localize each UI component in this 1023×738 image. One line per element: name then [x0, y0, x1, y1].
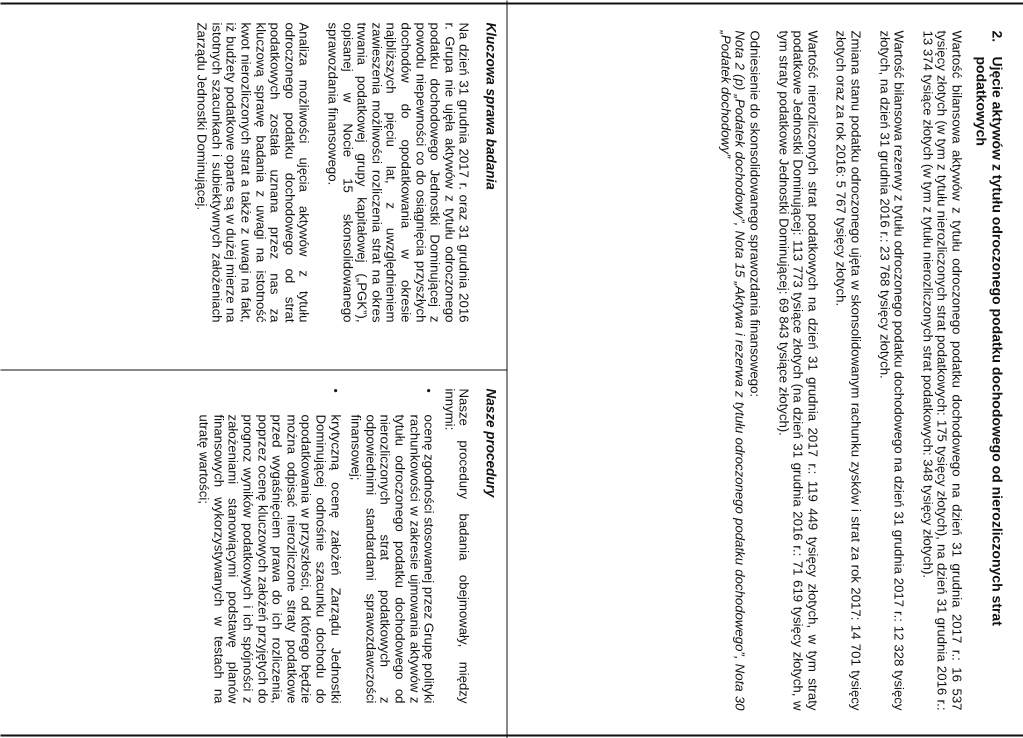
table-column-divider: [0, 369, 507, 370]
reference-label: Odniesienie do skonsolidowanego sprawozdania finansowego:: [747, 30, 763, 397]
paragraph-unsettled-tax-losses: Wartość nierozliczonych strat podatkowych na dzień 31 grudnia 2017 r.: 119 449 tysięcy złotych, w tym straty podatkowe Jednostki Dominującej: 113 773 tysiące złotych (na dzień 31 grudnia 2016 r.: 71 619 tysięcy złotych, w tym straty podatkowe Jednostki Dominującej: 69 843 tysiące złotych).: [775, 30, 820, 710]
our-procedures-title: Nasze procedury: [483, 388, 498, 497]
section-body: [703, 30, 1005, 710]
our-procedures-column: [190, 388, 503, 703]
section-number: 2.: [989, 30, 1005, 42]
key-audit-matter-column: [180, 22, 503, 322]
list-item: [196, 388, 342, 703]
paragraph-deferred-tax-change: Zmiana stanu podatku odroczonego ujęta w skonsolidowanym rachunku zysków i strat za rok 2017: 14 701 tysięcy złotych oraz za rok 2016: 5 767 tysięcy złotych.: [833, 30, 864, 710]
our-procedures-intro: Nasze procedury badania obejmowały, między innymi:: [441, 388, 472, 703]
page-border-left: [0, 2, 1023, 4]
key-audit-matter-title: Kluczowa sprawa badania: [483, 22, 498, 190]
bullet-icon: •: [327, 388, 342, 393]
key-audit-matter-paragraph: Analiza możliwości ujęcia aktywów z tytułu odroczonego podatku dochodowego od strat podatkowych została uznana przez nas za kluczową sprawę badania z uwagi na istotność kwot nierozliczonych strat a także z uwagi na fakt, iż budżety podatkowe oparte są w dużej mierze na istotnych szacunkach i subiektywnych założeniach Zarządu Jednostki Dominującej.: [194, 22, 312, 322]
section-heading: [973, 30, 1005, 710]
section-title: Ujęcie aktywów z tytułu odroczonego podatku dochodowego od nierozliczonych strat podatkowych: [973, 56, 1005, 626]
key-audit-matter-paragraph: Na dzień 31 grudnia 2017 r. oraz 31 grudnia 2016 r. Grupa nie ujęła aktywów z tytułu odroczonego podatku dochodowego Jednostki Dominującej z powodu niepewności co do osiągnięcia przyszłych dochodów do opodatkowania w okresie najbliższych pięciu lat, z uwzględnieniem zawieszenia możliwości rozliczenia strat na okres trwania podatkowej grupy kapitałowej („PGK”), opisanej w Nocie 15 skonsolidowanego sprawozdania finansowego.: [325, 22, 472, 322]
bullet-icon: •: [421, 388, 436, 393]
page-border-right: [0, 734, 1023, 736]
list-item: [348, 388, 436, 703]
procedure-text: krytyczną ocenę założeń Zarządu Jednostki Dominującej odnośnie szacunku dochodu do opodatkowania w przyszłości, od którego będzie można odpisać nierozliczone straty podatkowe przed wygaśnięciem prawa do ich rozliczenia, poprzez ocenę kluczowych założeń przyjętych do prognoz wyników podatkowych i ich spójności z założeniami stanowiącymi podstawę planów finansowych wykorzystywanych w testach na utratę wartości;: [196, 414, 343, 703]
reference-notes: Nota 2 (p) „Podatek dochodowy”, Nota 15 „Aktywa i rezerwa z tytułu odroczonego podatku dochodowego”, Nota 30 „Podatek dochodowy”: [717, 30, 748, 710]
paragraph-deferred-tax-assets: Wartość bilansowa aktywów z tytułu odroczonego podatku dochodowego na dzień 31 grudnia 2017 r.: 16 537 tysięcy złotych (w tym z tytułu nierozliczonych strat podatkowych: 175 tysięcy złotych), na dzień 31 grudnia 2016 r.: 13 374 tysiące złotych (w tym z tytułu nierozliczonych strat podatkowych: 348 tysięcy złotych).: [919, 30, 964, 710]
reference-block: [717, 30, 761, 710]
procedures-list: [196, 388, 436, 703]
procedure-text: ocenę zgodności stosowanej przez Grupę polityki rachunkowości w zakresie ujmowania aktywów z tytułu odroczonego podatku dochodowego od nierozliczonych strat podatkowych z odpowiednimi standardami sprawozdawczości finansowej;: [348, 414, 437, 703]
paragraph-deferred-tax-provision: Wartość bilansowa rezerwy z tytułu odroczonego podatku dochodowego na dzień 31 grudnia 2017 r.: 12 328 tysięcy złotych, na dzień 31 grudnia 2016 r.: 23 768 tysięcy złotych.: [876, 30, 907, 710]
